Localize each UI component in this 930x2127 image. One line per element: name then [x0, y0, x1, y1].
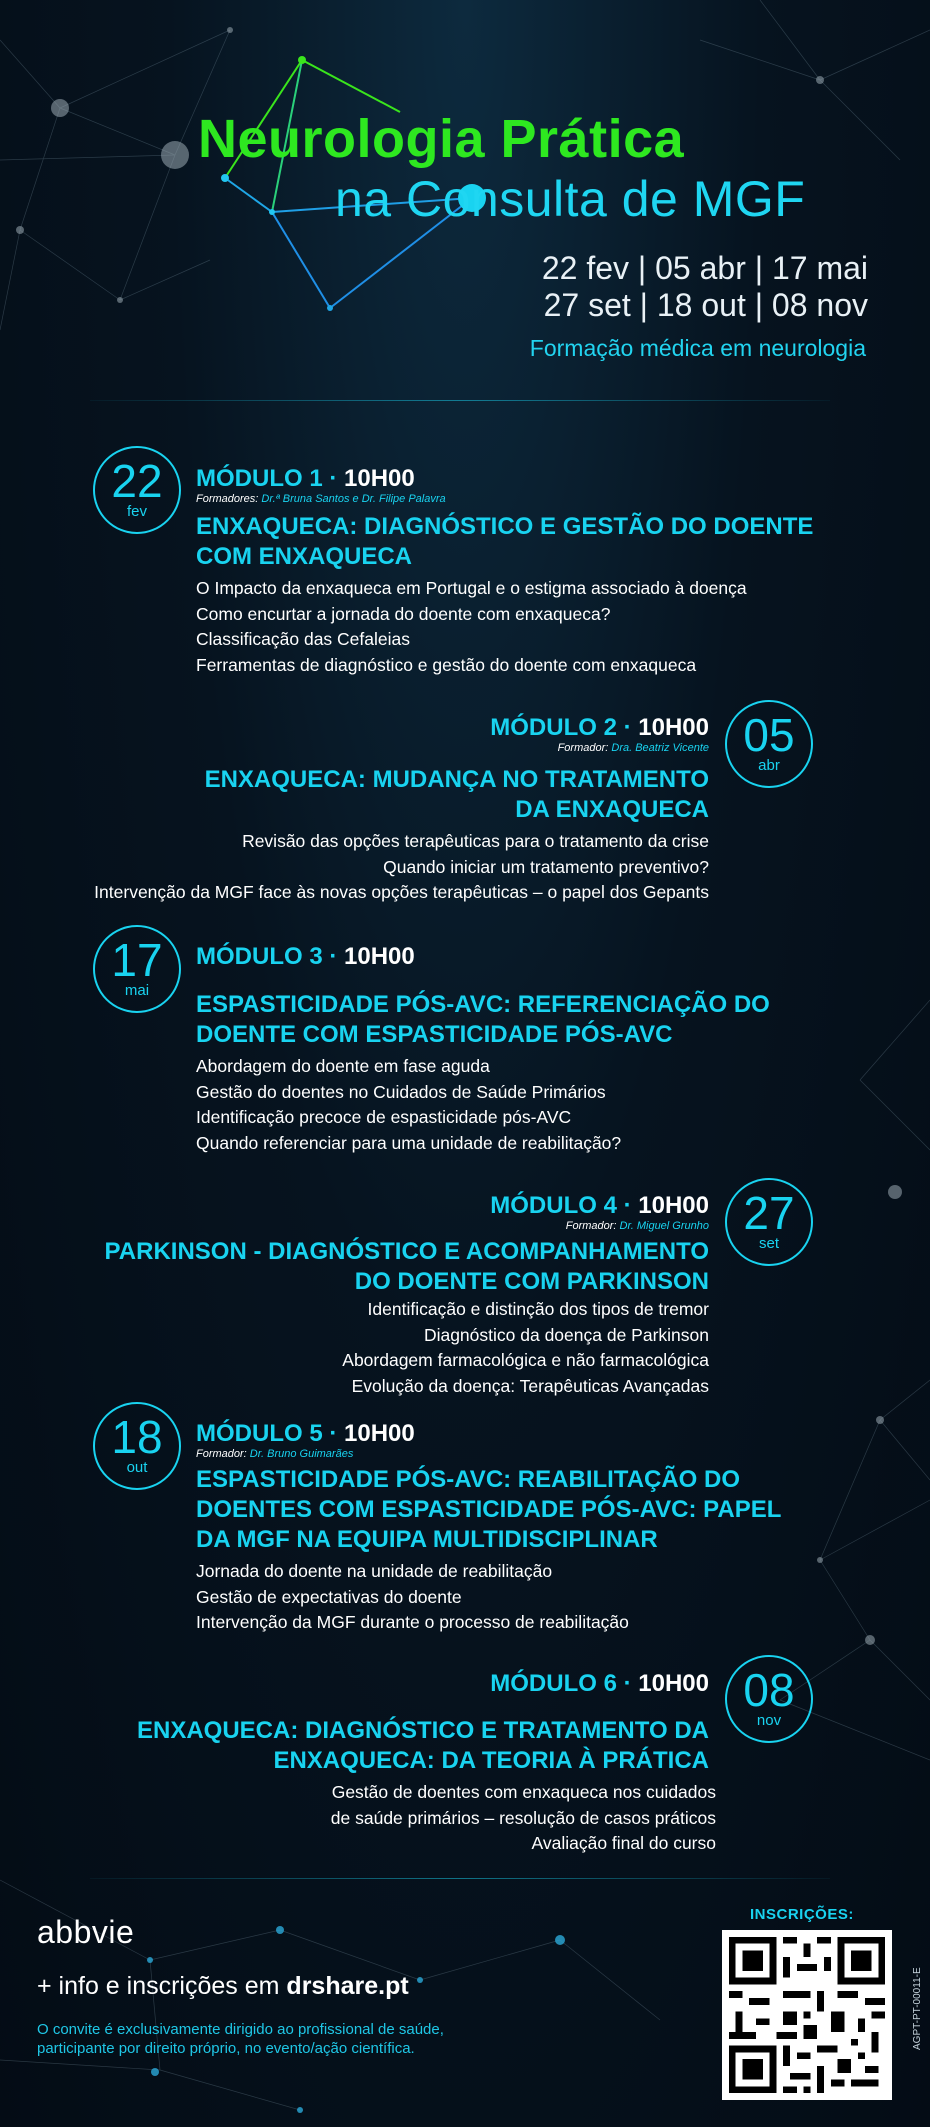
divider — [90, 1878, 830, 1879]
info-line: + info e inscrições em drshare.pt — [37, 1972, 409, 2000]
dates-line: 22 fev | 05 abr | 17 mai — [541, 250, 868, 286]
module-title: ESPASTICIDADE PÓS-AVC: REFERENCIAÇÃO DO DOENTE COM ESPASTICIDADE PÓS-AVC — [196, 991, 770, 1048]
module-heading: MÓDULO 2 · 10H00 — [490, 714, 709, 741]
module-title: ENXAQUECA: DIAGNÓSTICO E GESTÃO DO DOENTE COM ENXAQUECA — [196, 513, 814, 570]
date-badge — [93, 1402, 181, 1490]
date-month: abr — [758, 757, 780, 774]
module-title: ENXAQUECA: DIAGNÓSTICO E TRATAMENTO DA ENXAQUECA: DA TEORIA À PRÁTICA — [136, 1717, 709, 1774]
module-6 — [0, 1670, 716, 1857]
module-time: 10H00 — [638, 714, 709, 741]
module-topics — [196, 1054, 896, 1156]
module-time: 10H00 — [344, 943, 415, 970]
topic-item: Ferramentas de diagnóstico e gestão do doente com enxaqueca — [196, 654, 697, 675]
page-subtitle-title: na Consulta de MGF — [335, 171, 806, 227]
topic-item: Diagnóstico da doença de Parkinson — [423, 1324, 709, 1345]
abbvie-logo: abbvie — [37, 1914, 135, 1950]
date-badge — [725, 1655, 813, 1743]
topic-item: Como encurtar a jornada do doente com enxaqueca? — [196, 603, 611, 624]
module-heading: MÓDULO 6 · 10H00 — [490, 1670, 709, 1697]
module-5 — [196, 1420, 916, 1636]
module-trainer: Formadores: Dr.ª Bruna Santos e Dr. Filipe Palavra — [196, 493, 446, 505]
topic-item: Abordagem do doente em fase aguda — [196, 1056, 490, 1076]
date-month: out — [126, 1459, 148, 1476]
module-trainer: Formador: Dr. Bruno Guimarães — [196, 1448, 354, 1460]
module-title: PARKINSON - DIAGNÓSTICO E ACOMPANHAMENTO DO DOENTE COM PARKINSON — [104, 1238, 709, 1295]
module-2 — [9, 714, 709, 906]
topic-item: Jornada do doente na unidade de reabilitação — [196, 1561, 553, 1581]
date-month: set — [758, 1235, 779, 1252]
date-badge — [93, 925, 181, 1013]
module-heading: MÓDULO 1 · 10H00 — [196, 465, 415, 492]
date-day: 27 — [743, 1187, 795, 1239]
date-day: 22 — [111, 455, 163, 507]
topic-item: Identificação precoce de espasticidade pós-AVC — [196, 1107, 572, 1127]
topic-item: Gestão do doentes no Cuidados de Saúde Primários — [196, 1081, 606, 1102]
qr-code-icon[interactable] — [722, 1930, 892, 2100]
module-heading: MÓDULO 4 · 10H00 — [490, 1192, 709, 1219]
divider — [90, 400, 830, 401]
module-1 — [196, 465, 896, 678]
date-month: fev — [126, 503, 147, 520]
module-topics — [0, 1297, 709, 1399]
module-time: 10H00 — [344, 465, 415, 492]
date-day: 18 — [111, 1411, 163, 1463]
topic-item: Intervenção da MGF durante o processo de reabilitação — [196, 1612, 629, 1632]
topic-item: de saúde primários – resolução de casos práticos — [330, 1807, 716, 1828]
module-heading: MÓDULO 3 · 10H00 — [196, 943, 415, 970]
topic-item: Intervenção da MGF face às novas opções terapêuticas – o papel dos Gepants — [94, 882, 709, 902]
module-topics — [196, 576, 896, 678]
module-4 — [0, 1192, 709, 1399]
date-day: 08 — [743, 1664, 795, 1716]
topic-item: Gestão de expectativas do doente — [196, 1586, 462, 1607]
registration-link[interactable]: drshare.pt — [286, 1972, 409, 2000]
topic-item: Classificação das Cefaleias — [196, 629, 410, 649]
topic-item: Avaliação final do curso — [531, 1833, 716, 1853]
page-title: Neurologia Prática — [198, 109, 685, 169]
registration-label: INSCRIÇÕES: — [750, 1906, 854, 1923]
topic-item: Quando iniciar um tratamento preventivo? — [383, 856, 709, 877]
date-badge — [725, 700, 813, 788]
date-day: 17 — [111, 934, 163, 986]
dates-block — [542, 250, 868, 324]
topic-item: Abordagem farmacológica e não farmacológica — [342, 1350, 709, 1370]
topic-item: O Impacto da enxaqueca em Portugal e o estigma associado à doença — [196, 578, 747, 598]
dates-line: 27 set | 18 out | 08 nov — [543, 287, 868, 323]
topic-item: Evolução da doença: Terapêuticas Avançadas — [351, 1375, 709, 1396]
date-month: mai — [124, 982, 150, 999]
module-title: ENXAQUECA: MUDANÇA NO TRATAMENTO DA ENXAQUECA — [204, 766, 709, 823]
module-time: 10H00 — [638, 1670, 709, 1697]
date-badge — [93, 446, 181, 534]
topic-item: Gestão de doentes com enxaqueca nos cuidados — [331, 1782, 716, 1802]
date-day: 05 — [743, 709, 795, 761]
date-badge — [725, 1178, 813, 1266]
module-trainer: Formador: Dr. Miguel Grunho — [565, 1220, 709, 1232]
module-time: 10H00 — [638, 1192, 709, 1219]
topic-item: Identificação e distinção dos tipos de tremor — [367, 1299, 709, 1319]
module-3 — [196, 943, 896, 1156]
date-month: nov — [756, 1712, 782, 1729]
module-time: 10H00 — [344, 1420, 415, 1447]
reference-code: AGPT-PT-00011-E — [912, 1967, 923, 2050]
disclaimer: O convite é exclusivamente dirigido ao profissional de saúde, participante por direito próprio, no evento/ação científica. — [37, 2021, 444, 2057]
topic-item: Revisão das opções terapêuticas para o tratamento da crise — [242, 831, 709, 851]
topic-item: Quando referenciar para uma unidade de reabilitação? — [196, 1132, 622, 1153]
module-topics — [196, 1559, 916, 1636]
module-trainer: Formador: Dra. Beatriz Vicente — [557, 742, 709, 754]
module-heading: MÓDULO 5 · 10H00 — [196, 1420, 415, 1447]
module-topics — [9, 829, 709, 906]
module-title: ESPASTICIDADE PÓS-AVC: REABILITAÇÃO DO DOENTES COM ESPASTICIDADE PÓS-AVC: PAPEL DA MGF NA EQUIPA MULTIDISCIPLINAR — [196, 1466, 782, 1553]
module-topics — [0, 1780, 716, 1857]
course-subtitle: Formação médica em neurologia — [529, 335, 866, 361]
